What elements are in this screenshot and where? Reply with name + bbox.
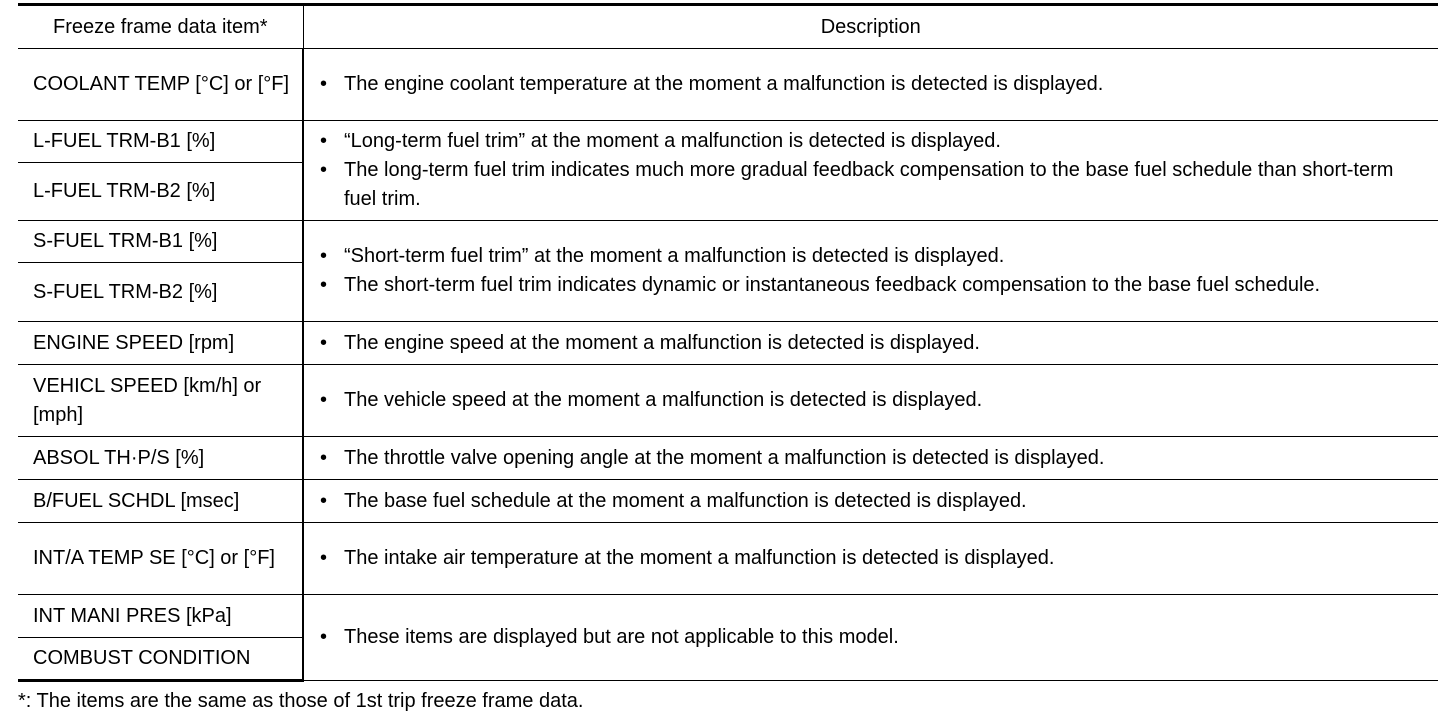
table-row bbox=[18, 523, 1438, 595]
desc-bullet: • The throttle valve opening angle at the moment a malfunction is detected is displayed. bbox=[320, 444, 1428, 473]
item-engine-speed: ENGINE SPEED [rpm] bbox=[18, 322, 303, 365]
table-row bbox=[18, 221, 1438, 263]
item-combust-condition: COMBUST CONDITION bbox=[18, 638, 303, 681]
desc-bullet: • These items are displayed but are not applicable to this model. bbox=[320, 623, 1428, 652]
desc-coolant-temp bbox=[303, 49, 1438, 121]
item-sfuel-b2: S-FUEL TRM-B2 [%] bbox=[18, 263, 303, 322]
freeze-frame-table bbox=[18, 3, 1438, 682]
desc-bullet: • The engine coolant temperature at the moment a malfunction is detected is displayed. bbox=[320, 70, 1428, 99]
header-item: Freeze frame data item* bbox=[18, 5, 303, 49]
table-row bbox=[18, 480, 1438, 523]
item-coolant-temp: COOLANT TEMP [°C] or [°F] bbox=[18, 49, 303, 121]
table-row bbox=[18, 49, 1438, 121]
table-row bbox=[18, 365, 1438, 437]
desc-short-term-fuel-trim bbox=[303, 221, 1438, 322]
desc-bullet: • “Long-term fuel trim” at the moment a malfunction is detected is displayed. bbox=[320, 127, 1428, 156]
desc-bullet: • The base fuel schedule at the moment a malfunction is detected is displayed. bbox=[320, 487, 1428, 516]
desc-bullet: • “Short-term fuel trim” at the moment a malfunction is detected is displayed. bbox=[320, 242, 1428, 271]
desc-bullet: • The engine speed at the moment a malfunction is detected is displayed. bbox=[320, 329, 1428, 358]
item-vehicle-speed: VEHICL SPEED [km/h] or [mph] bbox=[18, 365, 303, 437]
item-bfuel-schdl: B/FUEL SCHDL [msec] bbox=[18, 480, 303, 523]
table-row bbox=[18, 322, 1438, 365]
item-lfuel-b1: L-FUEL TRM-B1 [%] bbox=[18, 121, 303, 163]
desc-long-term-fuel-trim bbox=[303, 121, 1438, 221]
table-row bbox=[18, 121, 1438, 163]
desc-bullet: • The vehicle speed at the moment a malfunction is detected is displayed. bbox=[320, 386, 1428, 415]
table-row bbox=[18, 595, 1438, 638]
item-sfuel-b1: S-FUEL TRM-B1 [%] bbox=[18, 221, 303, 263]
table-row bbox=[18, 437, 1438, 480]
desc-inta-temp bbox=[303, 523, 1438, 595]
desc-bfuel-schdl bbox=[303, 480, 1438, 523]
item-inta-temp: INT/A TEMP SE [°C] or [°F] bbox=[18, 523, 303, 595]
desc-bullet: • The intake air temperature at the moment a malfunction is detected is displayed. bbox=[320, 544, 1428, 573]
desc-not-applicable bbox=[303, 595, 1438, 681]
item-lfuel-b2: L-FUEL TRM-B2 [%] bbox=[18, 163, 303, 221]
header-description: Description bbox=[303, 5, 1438, 49]
item-int-mani-pres: INT MANI PRES [kPa] bbox=[18, 595, 303, 638]
desc-bullet: • The long-term fuel trim indicates much more gradual feedback compensation to the base fuel schedule than short-term fuel trim. bbox=[320, 156, 1428, 214]
footnote: *: The items are the same as those of 1st trip freeze frame data. bbox=[18, 690, 584, 712]
desc-engine-speed bbox=[303, 322, 1438, 365]
table-header-row bbox=[18, 5, 1438, 49]
desc-vehicle-speed bbox=[303, 365, 1438, 437]
desc-bullet: • The short-term fuel trim indicates dynamic or instantaneous feedback compensation to the base fuel schedule. bbox=[320, 271, 1428, 300]
desc-absol-th bbox=[303, 437, 1438, 480]
item-absol-th: ABSOL TH·P/S [%] bbox=[18, 437, 303, 480]
